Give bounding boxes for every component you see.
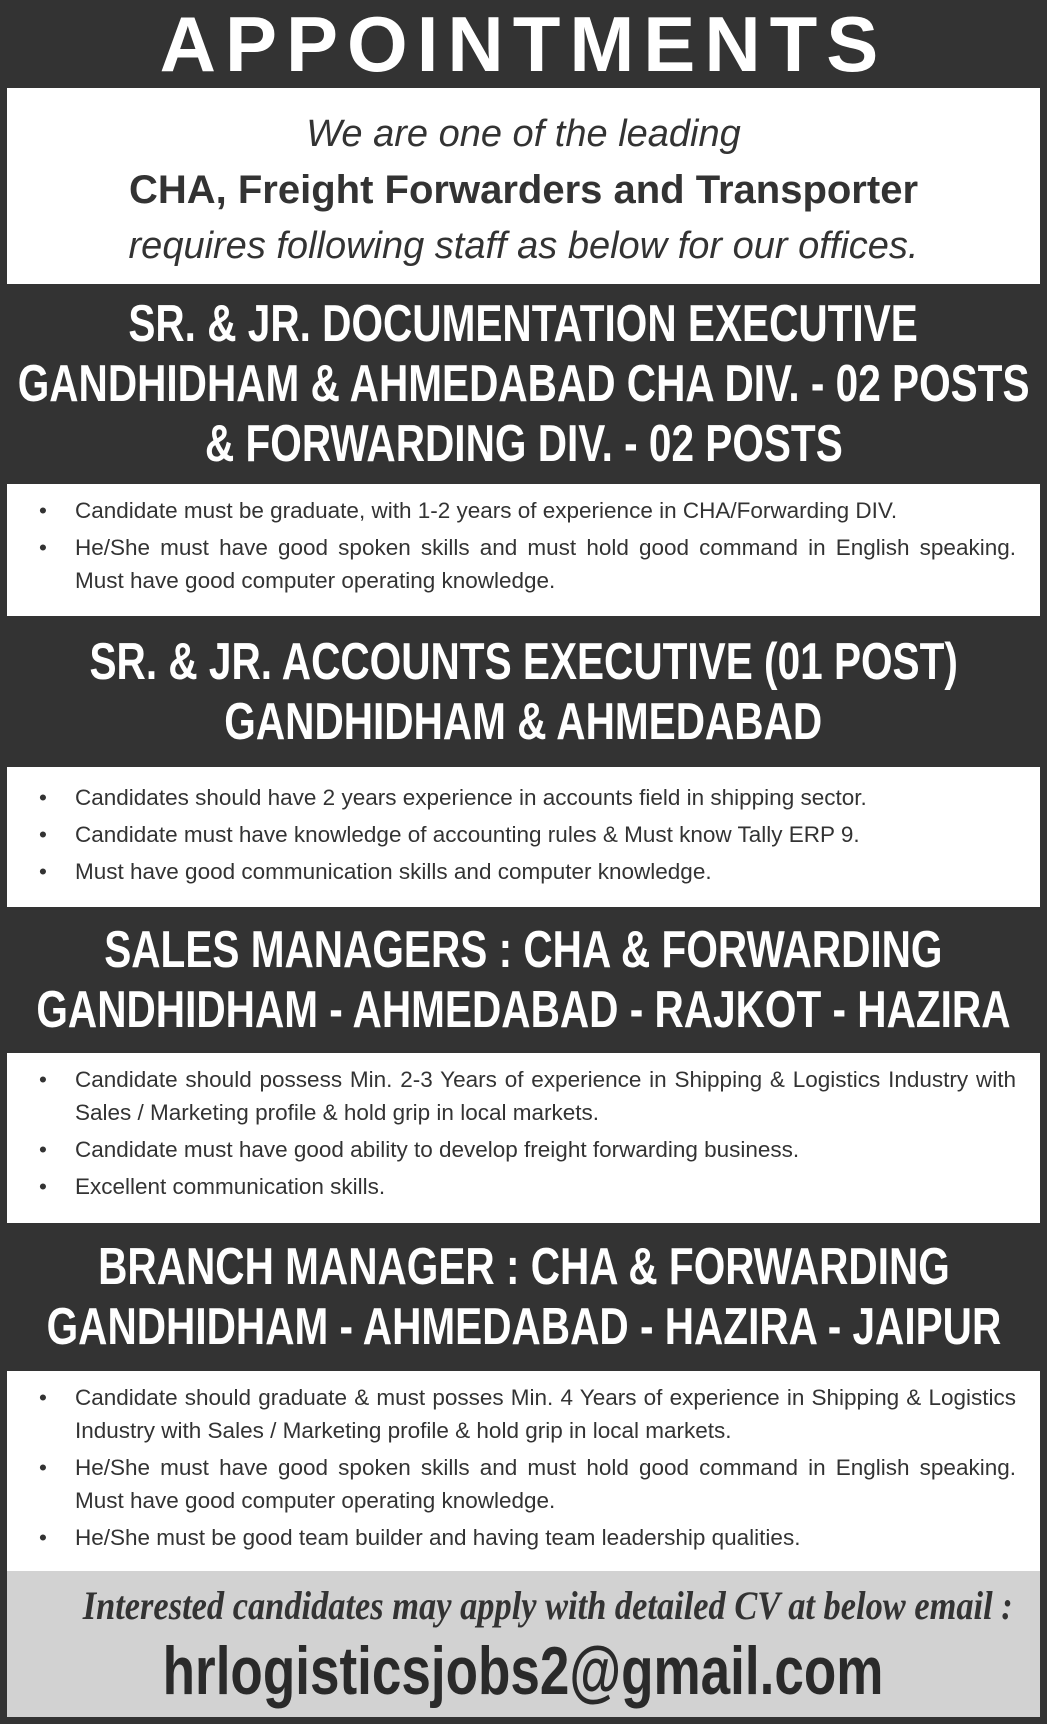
- list-item: • Candidate should graduate & must posses Min. 4 Years of experience in Shipping & Logistics Industry with Sales / Marketing profile & hold grip in local markets.: [33, 1381, 1016, 1447]
- intro-box: [7, 88, 1040, 284]
- section-heading-branch: [7, 1223, 1040, 1371]
- section-heading-accounts: [7, 616, 1040, 767]
- list-item: • Candidate must be graduate, with 1-2 years of experience in CHA/Forwarding DIV.: [33, 494, 1016, 527]
- list-item: • Candidates should have 2 years experience in accounts field in shipping sector.: [33, 781, 1016, 814]
- heading-line: GANDHIDHAM & AHMEDABAD CHA DIV. - 02 POSTS: [17, 355, 1030, 413]
- requirements-list: [7, 484, 1040, 616]
- heading-line: SR. & JR. DOCUMENTATION EXECUTIVE: [128, 295, 919, 353]
- intro-line: We are one of the leading: [306, 113, 741, 155]
- heading-line: BRANCH MANAGER : CHA & FORWARDING: [97, 1238, 950, 1296]
- intro-company-type: CHA, Freight Forwarders and Transporter: [128, 168, 919, 212]
- list-item: • Must have good communication skills and computer knowledge.: [33, 855, 1016, 888]
- heading-line: SALES MANAGERS : CHA & FORWARDING: [104, 921, 943, 979]
- intro-line: requires following staff as below for our offices.: [128, 225, 919, 267]
- page-title: APPOINTMENTS: [159, 0, 888, 88]
- heading-line: GANDHIDHAM - AHMEDABAD - RAJKOT - HAZIRA: [36, 981, 1011, 1039]
- section-heading-sales: [7, 907, 1040, 1053]
- list-item: • He/She must have good spoken skills and must hold good command in English speaking. Must have good computer operating knowledge.: [33, 531, 1016, 597]
- apply-footer: [7, 1571, 1040, 1717]
- list-item: • Candidate should possess Min. 2-3 Years of experience in Shipping & Logistics Industry with Sales / Marketing profile & hold grip in local markets.: [33, 1063, 1016, 1129]
- apply-instructions: Interested candidates may apply with detailed CV at below email :: [82, 1583, 1013, 1628]
- heading-line: & FORWARDING DIV. - 02 POSTS: [204, 415, 843, 473]
- list-item: • He/She must have good spoken skills and must hold good command in English speaking. Must have good computer operating knowledge.: [33, 1451, 1016, 1517]
- contact-email[interactable]: hrlogisticsjobs2@gmail.com: [163, 1633, 884, 1709]
- list-item: • He/She must be good team builder and having team leadership qualities.: [33, 1521, 1016, 1554]
- list-item: • Candidate must have knowledge of accounting rules & Must know Tally ERP 9.: [33, 818, 1016, 851]
- heading-line: SR. & JR. ACCOUNTS EXECUTIVE (01 POST): [89, 632, 958, 691]
- section-heading-documentation: [7, 284, 1040, 484]
- requirements-list: [7, 767, 1040, 907]
- list-item: • Excellent communication skills.: [33, 1170, 1016, 1203]
- heading-line: GANDHIDHAM - AHMEDABAD - HAZIRA - JAIPUR: [46, 1298, 1001, 1356]
- list-item: • Candidate must have good ability to develop freight forwarding business.: [33, 1133, 1016, 1166]
- requirements-list: [7, 1053, 1040, 1223]
- heading-line: GANDHIDHAM & AHMEDABAD: [224, 692, 823, 751]
- requirements-list: [7, 1371, 1040, 1571]
